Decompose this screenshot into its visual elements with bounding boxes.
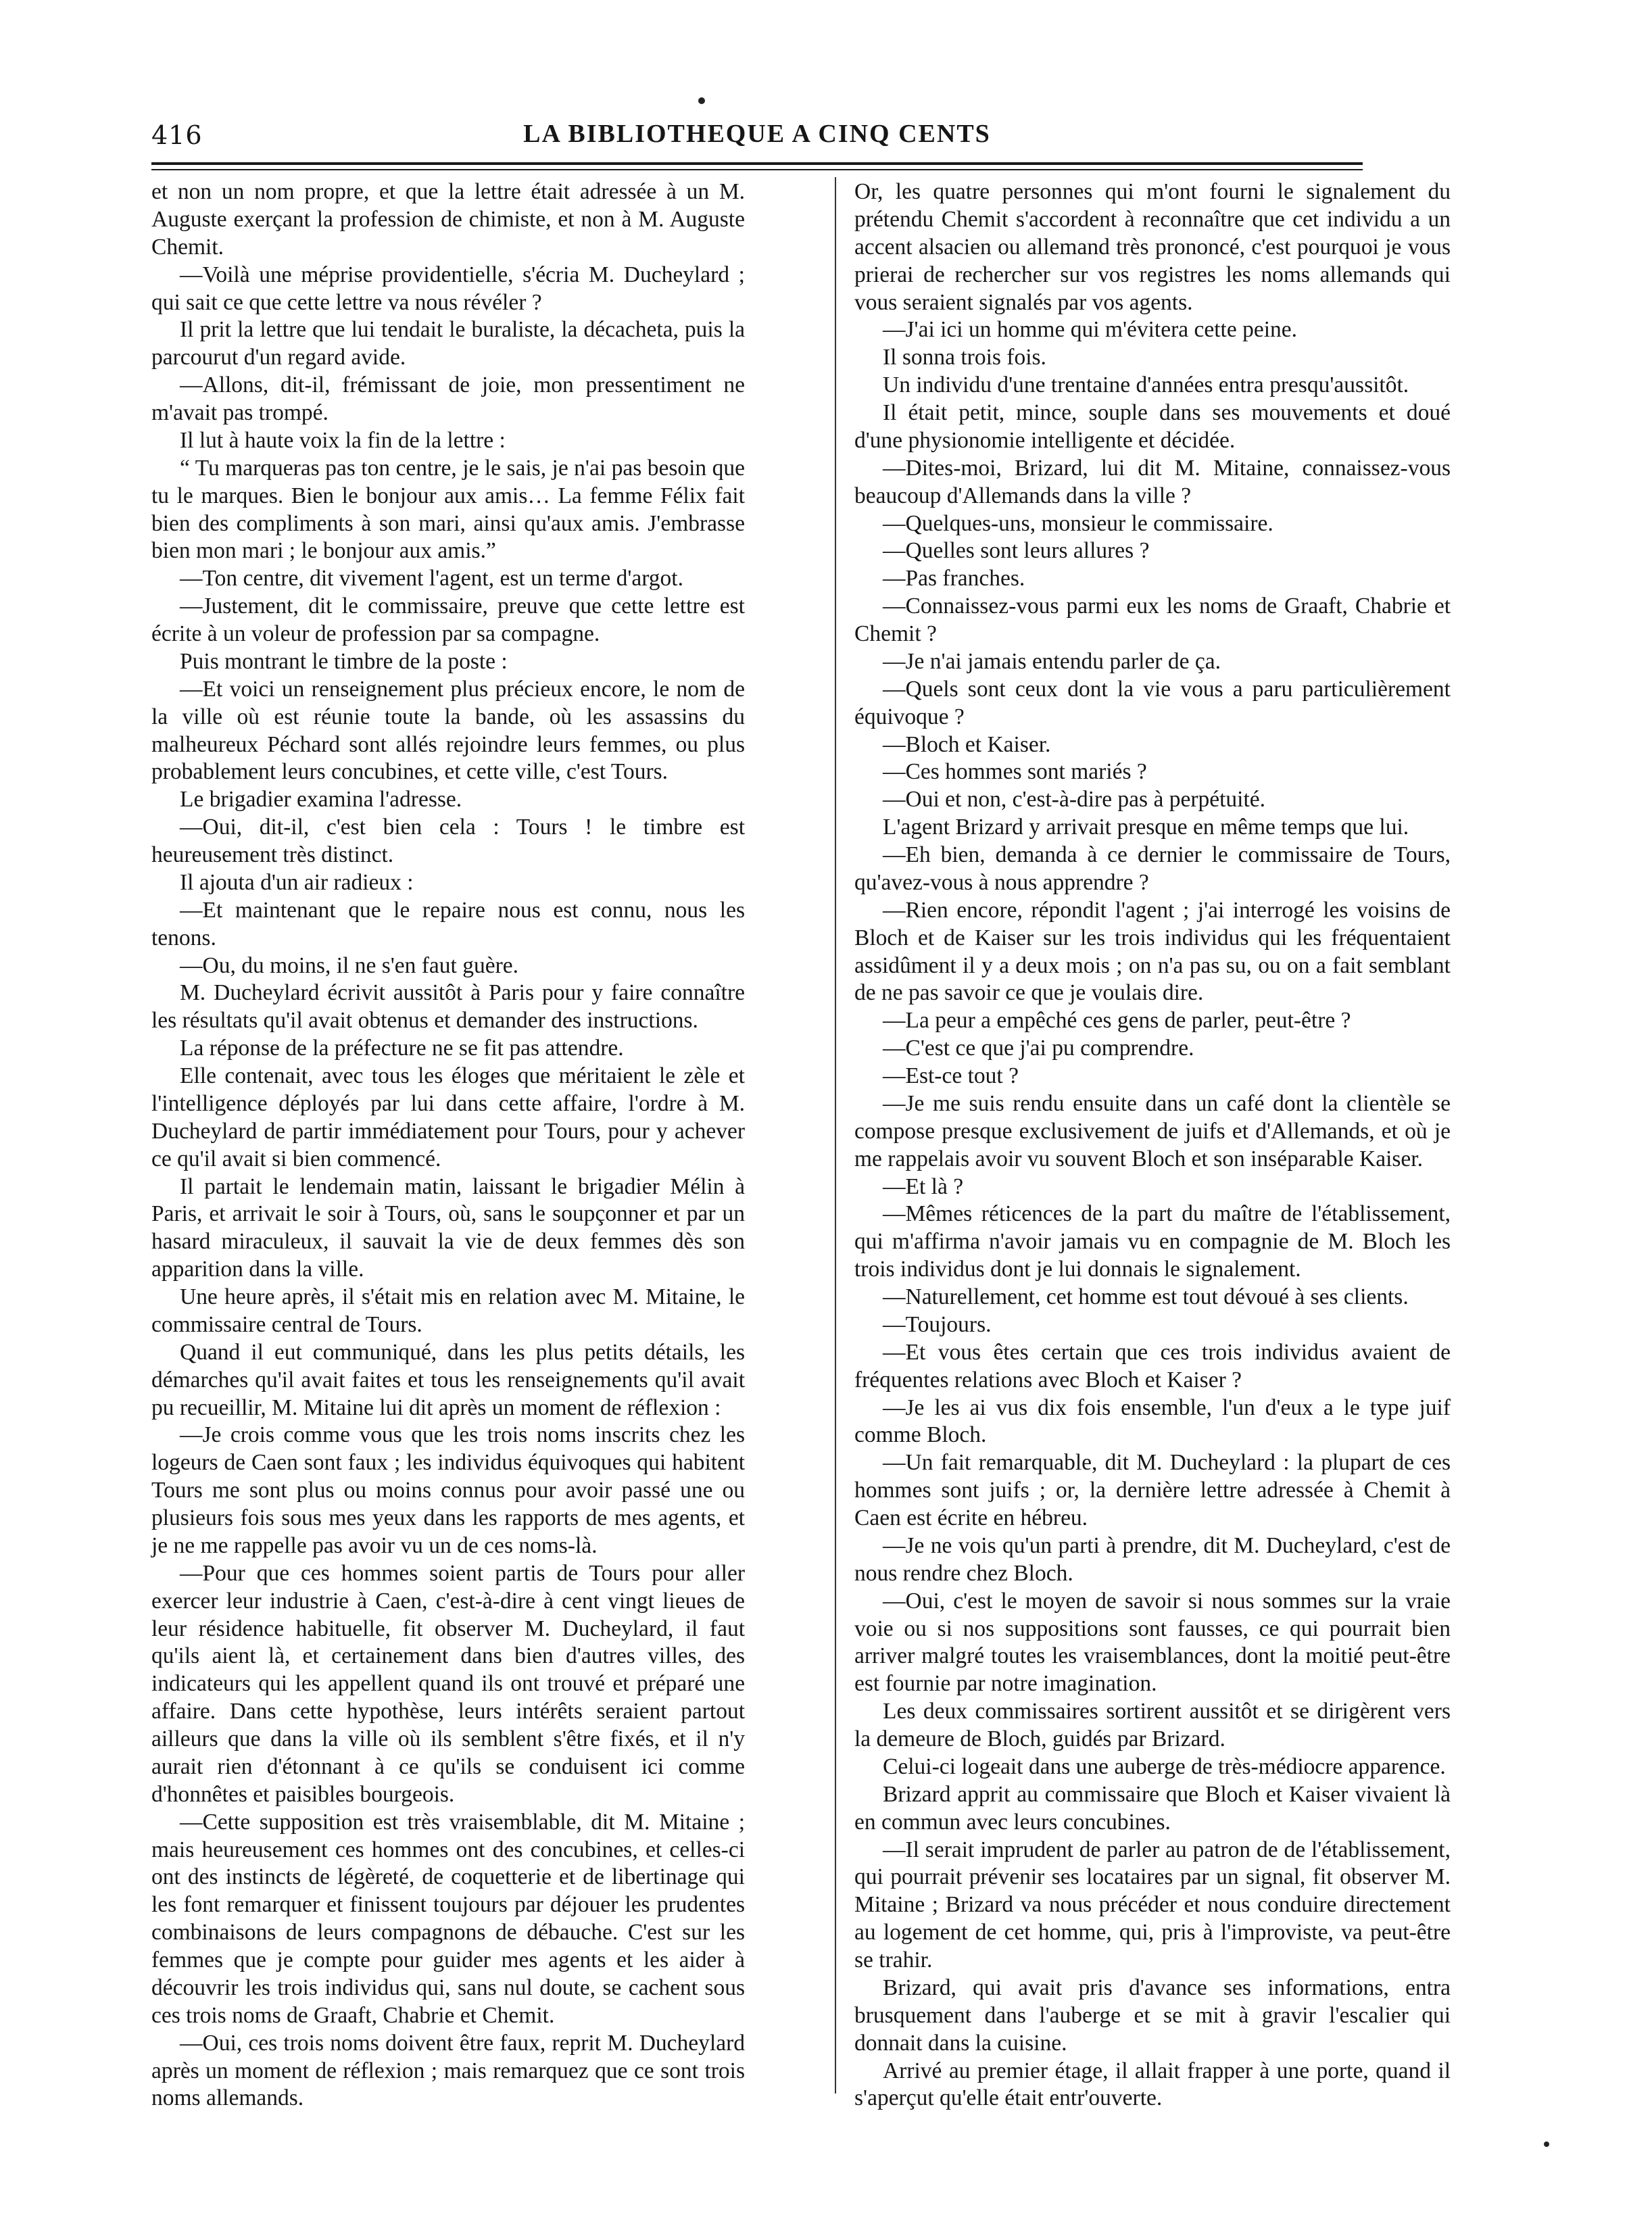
- paragraph: —Quels sont ceux dont la vie vous a paru particulièrement équivoque ?: [854, 676, 1451, 729]
- paragraph: —Connaissez-vous parmi eux les noms de Graaft, Chabrie et Chemit ?: [854, 594, 1451, 646]
- paragraph: —Naturellement, cet homme est tout dévoué à ses clients.: [883, 1284, 1409, 1309]
- paragraph: —Oui, ces trois noms doivent être faux, reprit M. Ducheylard après un moment de réflexion ; mais remarquez que ce sont trois noms allemands.: [151, 2030, 745, 2111]
- paragraph: Il était petit, mince, souple dans ses mouvements et doué d'une physionomie intelligente et décidée.: [854, 400, 1451, 453]
- paragraph: Celui-ci logeait dans une auberge de très-médiocre apparence.: [883, 1753, 1446, 1779]
- paragraph: —Allons, dit-il, frémissant de joie, mon pressentiment ne m'avait pas trompé.: [151, 372, 745, 425]
- paragraph: —Justement, dit le commissaire, preuve que cette lettre est écrite à un voleur de profession par sa compagne.: [151, 594, 745, 646]
- right-column: [854, 178, 1451, 2112]
- paragraph: —Oui, dit-il, c'est bien cela : Tours ! le timbre est heureusement très distinct.: [151, 815, 745, 867]
- paragraph: —Oui et non, c'est-à-dire pas à perpétuité.: [883, 787, 1266, 813]
- paragraph: —Un fait remarquable, dit M. Ducheylard : la plupart de ces hommes sont juifs ; or, la dernière lettre adressée à Chemit à Caen est écrite en hébreu.: [854, 1450, 1451, 1530]
- paragraph: —Ou, du moins, il ne s'en faut guère.: [180, 952, 518, 978]
- paragraph: —La peur a empêché ces gens de parler, peut-être ?: [883, 1008, 1351, 1034]
- paragraph: —Il serait imprudent de parler au patron de de l'établissement, qui pourrait prévenir ses locataires par un signal, fit observer M. Mitaine ; Brizard va nous précéder et nous conduire directement au logement de cet homme, qui, pris à l'improviste, va peut-être se trahir.: [854, 1837, 1451, 1973]
- paragraph: L'agent Brizard y arrivait presque en même temps que lui.: [883, 815, 1409, 840]
- paragraph: —Pas franches.: [883, 566, 1025, 591]
- paragraph: Il ajouta d'un air radieux :: [180, 869, 414, 895]
- paragraph: —Et vous êtes certain que ces trois individus avaient de fréquentes relations avec Bloch et Kaiser ?: [854, 1339, 1451, 1393]
- header-rule-thin: [151, 169, 1363, 170]
- paragraph: —Oui, c'est le moyen de savoir si nous sommes sur la vraie voie ou si nos suppositions sont fausses, ce qui pourrait bien arriver malgré toutes les vraisemblances, dont la moitié peut-être est fournie par notre imagination.: [854, 1588, 1451, 1697]
- paragraph: Le brigadier examina l'adresse.: [180, 787, 462, 813]
- paragraph: —Toujours.: [883, 1311, 992, 1337]
- paragraph: —Et voici un renseignement plus précieux encore, le nom de la ville où est réunie toute la bande, où les assassins du malheureux Péchard sont allés rejoindre leurs femmes, ou plus probablement leurs concubines, et cette ville, c'est Tours.: [151, 676, 745, 785]
- paragraph: —Quelles sont leurs allures ?: [883, 538, 1150, 564]
- paragraph: Puis montrant le timbre de la poste :: [180, 648, 508, 674]
- paragraph: —Est-ce tout ?: [883, 1063, 1019, 1088]
- paragraph: —Je n'ai jamais entendu parler de ça.: [883, 648, 1221, 674]
- paragraph: Il partait le lendemain matin, laissant le brigadier Mélin à Paris, et arrivait le soir à Tours, où, sans le soupçonner et par un hasard miraculeux, il sauvait la vie de deux femmes dès son apparition dans la ville.: [151, 1174, 745, 1282]
- paragraph: —Je crois comme vous que les trois noms inscrits chez les logeurs de Caen sont faux ; les individus équivoques qui habitent Tours me sont plus ou moins connus pour avoir passé une ou plusieurs fois sous mes yeux dans les rapports de mes agents, et je ne me rappelle pas avoir vu un de ces noms-là.: [151, 1422, 745, 1558]
- page-number: 416: [151, 120, 203, 150]
- header-ornament-dot: [698, 97, 705, 104]
- paragraph: —Mêmes réticences de la part du maître de l'établissement, qui m'affirma n'avoir jamais vu en compagnie de M. Bloch les trois individus dont je lui donnais le signalement.: [854, 1201, 1451, 1282]
- paragraph: —Je me suis rendu ensuite dans un café dont la clientèle se compose presque exclusivement de juifs et d'Allemands, et où je me rappelais avoir vu souvent Bloch et son inséparable Kaiser.: [854, 1090, 1451, 1171]
- paragraph: —Voilà une méprise providentielle, s'écria M. Ducheylard ; qui sait ce que cette lettre va nous révéler ?: [151, 262, 745, 315]
- paragraph: —Et là ?: [883, 1174, 964, 1199]
- paragraph: “ Tu marqueras pas ton centre, je le sais, je n'ai pas besoin que tu le marques. Bien le bonjour aux amis… La femme Félix fait bien des compliments à son mari, ainsi qu'aux amis. J'embrasse bien mon mari ; le bonjour aux amis.”: [151, 455, 745, 564]
- paragraph: Quand il eut communiqué, dans les plus petits détails, les démarches qu'il avait faites et tous les renseignements qu'il avait pu recueillir, M. Mitaine lui dit après un moment de réflexion :: [151, 1339, 745, 1420]
- paragraph: Arrivé au premier étage, il allait frapper à une porte, quand il s'aperçut qu'elle était entr'ouverte.: [854, 2058, 1451, 2111]
- paragraph: Il prit la lettre que lui tendait le buraliste, la décacheta, puis la parcourut d'un regard avide.: [151, 317, 745, 370]
- paragraph: —C'est ce que j'ai pu comprendre.: [883, 1036, 1194, 1061]
- paragraph: —Et maintenant que le repaire nous est connu, nous les tenons.: [151, 897, 745, 950]
- paragraph: M. Ducheylard écrivit aussitôt à Paris pour y faire connaître les résultats qu'il avait obtenus et demander des instructions.: [151, 980, 745, 1034]
- column-divider: [835, 177, 836, 2094]
- paragraph: —Pour que ces hommes soient partis de Tours pour aller exercer leur industrie à Caen, c'est-à-dire à cent vingt lieues de leur résidence habituelle, fit observer M. Ducheylard, il faut qu'ils aient là, et certainement dans bien d'autres villes, des indicateurs qui les appellent quand ils ont trouvé et préparé une affaire. Dans cette hypothèse, leurs intérêts seraient partout ailleurs que dans la ville où ils semblent s'être fixés, et il n'y aurait rien d'étonnant à ce qu'ils se conduisent ici comme d'honnêtes et paisibles bourgeois.: [151, 1560, 745, 1807]
- paragraph: Il sonna trois fois.: [883, 345, 1046, 370]
- paragraph: Elle contenait, avec tous les éloges que méritaient le zèle et l'intelligence déployés par lui dans cette affaire, l'ordre à M. Ducheylard de partir immédiatement pour Tours, pour y achever ce qu'il avait si bien commencé.: [151, 1063, 745, 1171]
- paragraph: —Je ne vois qu'un parti à prendre, dit M. Ducheylard, c'est de nous rendre chez Bloch.: [854, 1532, 1451, 1586]
- paragraph: Un individu d'une trentaine d'années entra presqu'aussitôt.: [883, 372, 1409, 398]
- paragraph: Les deux commissaires sortirent aussitôt et se dirigèrent vers la demeure de Bloch, guidés par Brizard.: [854, 1699, 1451, 1751]
- paragraph: —Quelques-uns, monsieur le commissaire.: [883, 510, 1273, 536]
- paragraph: Une heure après, il s'était mis en relation avec M. Mitaine, le commissaire central de Tours.: [151, 1284, 745, 1337]
- paragraph: —Cette supposition est très vraisemblable, dit M. Mitaine ; mais heureusement ces hommes ont des concubines, et celles-ci ont des instincts de légèreté, de coquetterie et de libertinage qui les font remarquer et finissent toujours par déjouer les prudentes combinaisons de leurs compagnons de débauche. C'est sur les femmes que je compte pour guider mes agents et les aider à découvrir les trois individus qui, sans nul doute, se cachent sous ces trois noms de Graaft, Chabrie et Chemit.: [151, 1809, 745, 2028]
- paragraph: —Dites-moi, Brizard, lui dit M. Mitaine, connaissez-vous beaucoup d'Allemands dans la ville ?: [854, 455, 1451, 508]
- paragraph: —Bloch et Kaiser.: [883, 731, 1051, 757]
- paragraph: —J'ai ici un homme qui m'évitera cette peine.: [883, 317, 1298, 343]
- left-column: [151, 178, 745, 2112]
- paragraph: —Ces hommes sont mariés ?: [883, 759, 1147, 785]
- running-title: LA BIBLIOTHEQUE A CINQ CENTS: [523, 120, 991, 148]
- paragraph: —Eh bien, demanda à ce dernier le commissaire de Tours, qu'avez-vous à nous apprendre ?: [854, 842, 1451, 895]
- paragraph: Or, les quatre personnes qui m'ont fourni le signalement du prétendu Chemit s'accordent à reconnaître que cet individu a un accent alsacien ou allemand très prononcé, c'est pourquoi je vous prierai de rechercher sur vos registres les noms allemands qui vous seraient signalés par vos agents.: [854, 179, 1451, 315]
- paragraph: —Ton centre, dit vivement l'agent, est un terme d'argot.: [180, 566, 683, 591]
- paragraph: Brizard, qui avait pris d'avance ses informations, entra brusquement dans l'auberge et se mit à gravir l'escalier qui donnait dans la cuisine.: [854, 1975, 1451, 2056]
- paragraph: —Je les ai vus dix fois ensemble, l'un d'eux a le type juif comme Bloch.: [854, 1395, 1451, 1448]
- paragraph: Il lut à haute voix la fin de la lettre :: [180, 427, 506, 453]
- print-speck: [1544, 2142, 1549, 2147]
- paragraph: La réponse de la préfecture ne se fit pas attendre.: [180, 1036, 624, 1061]
- header-rule: [151, 162, 1363, 165]
- paragraph: Brizard apprit au commissaire que Bloch et Kaiser vivaient là en commun avec leurs concubines.: [854, 1781, 1451, 1835]
- page-header: [151, 119, 1363, 161]
- paragraph: et non un nom propre, et que la lettre était adressée à un M. Auguste exerçant la profession de chimiste, et non à M. Auguste Chemit.: [151, 179, 745, 260]
- paragraph: —Rien encore, répondit l'agent ; j'ai interrogé les voisins de Bloch et de Kaiser sur les trois individus qui les fréquentaient assidûment il y a deux mois ; on n'a pas su, ou on a fait semblant de ne pas savoir ce que je voulais dire.: [854, 897, 1451, 1006]
